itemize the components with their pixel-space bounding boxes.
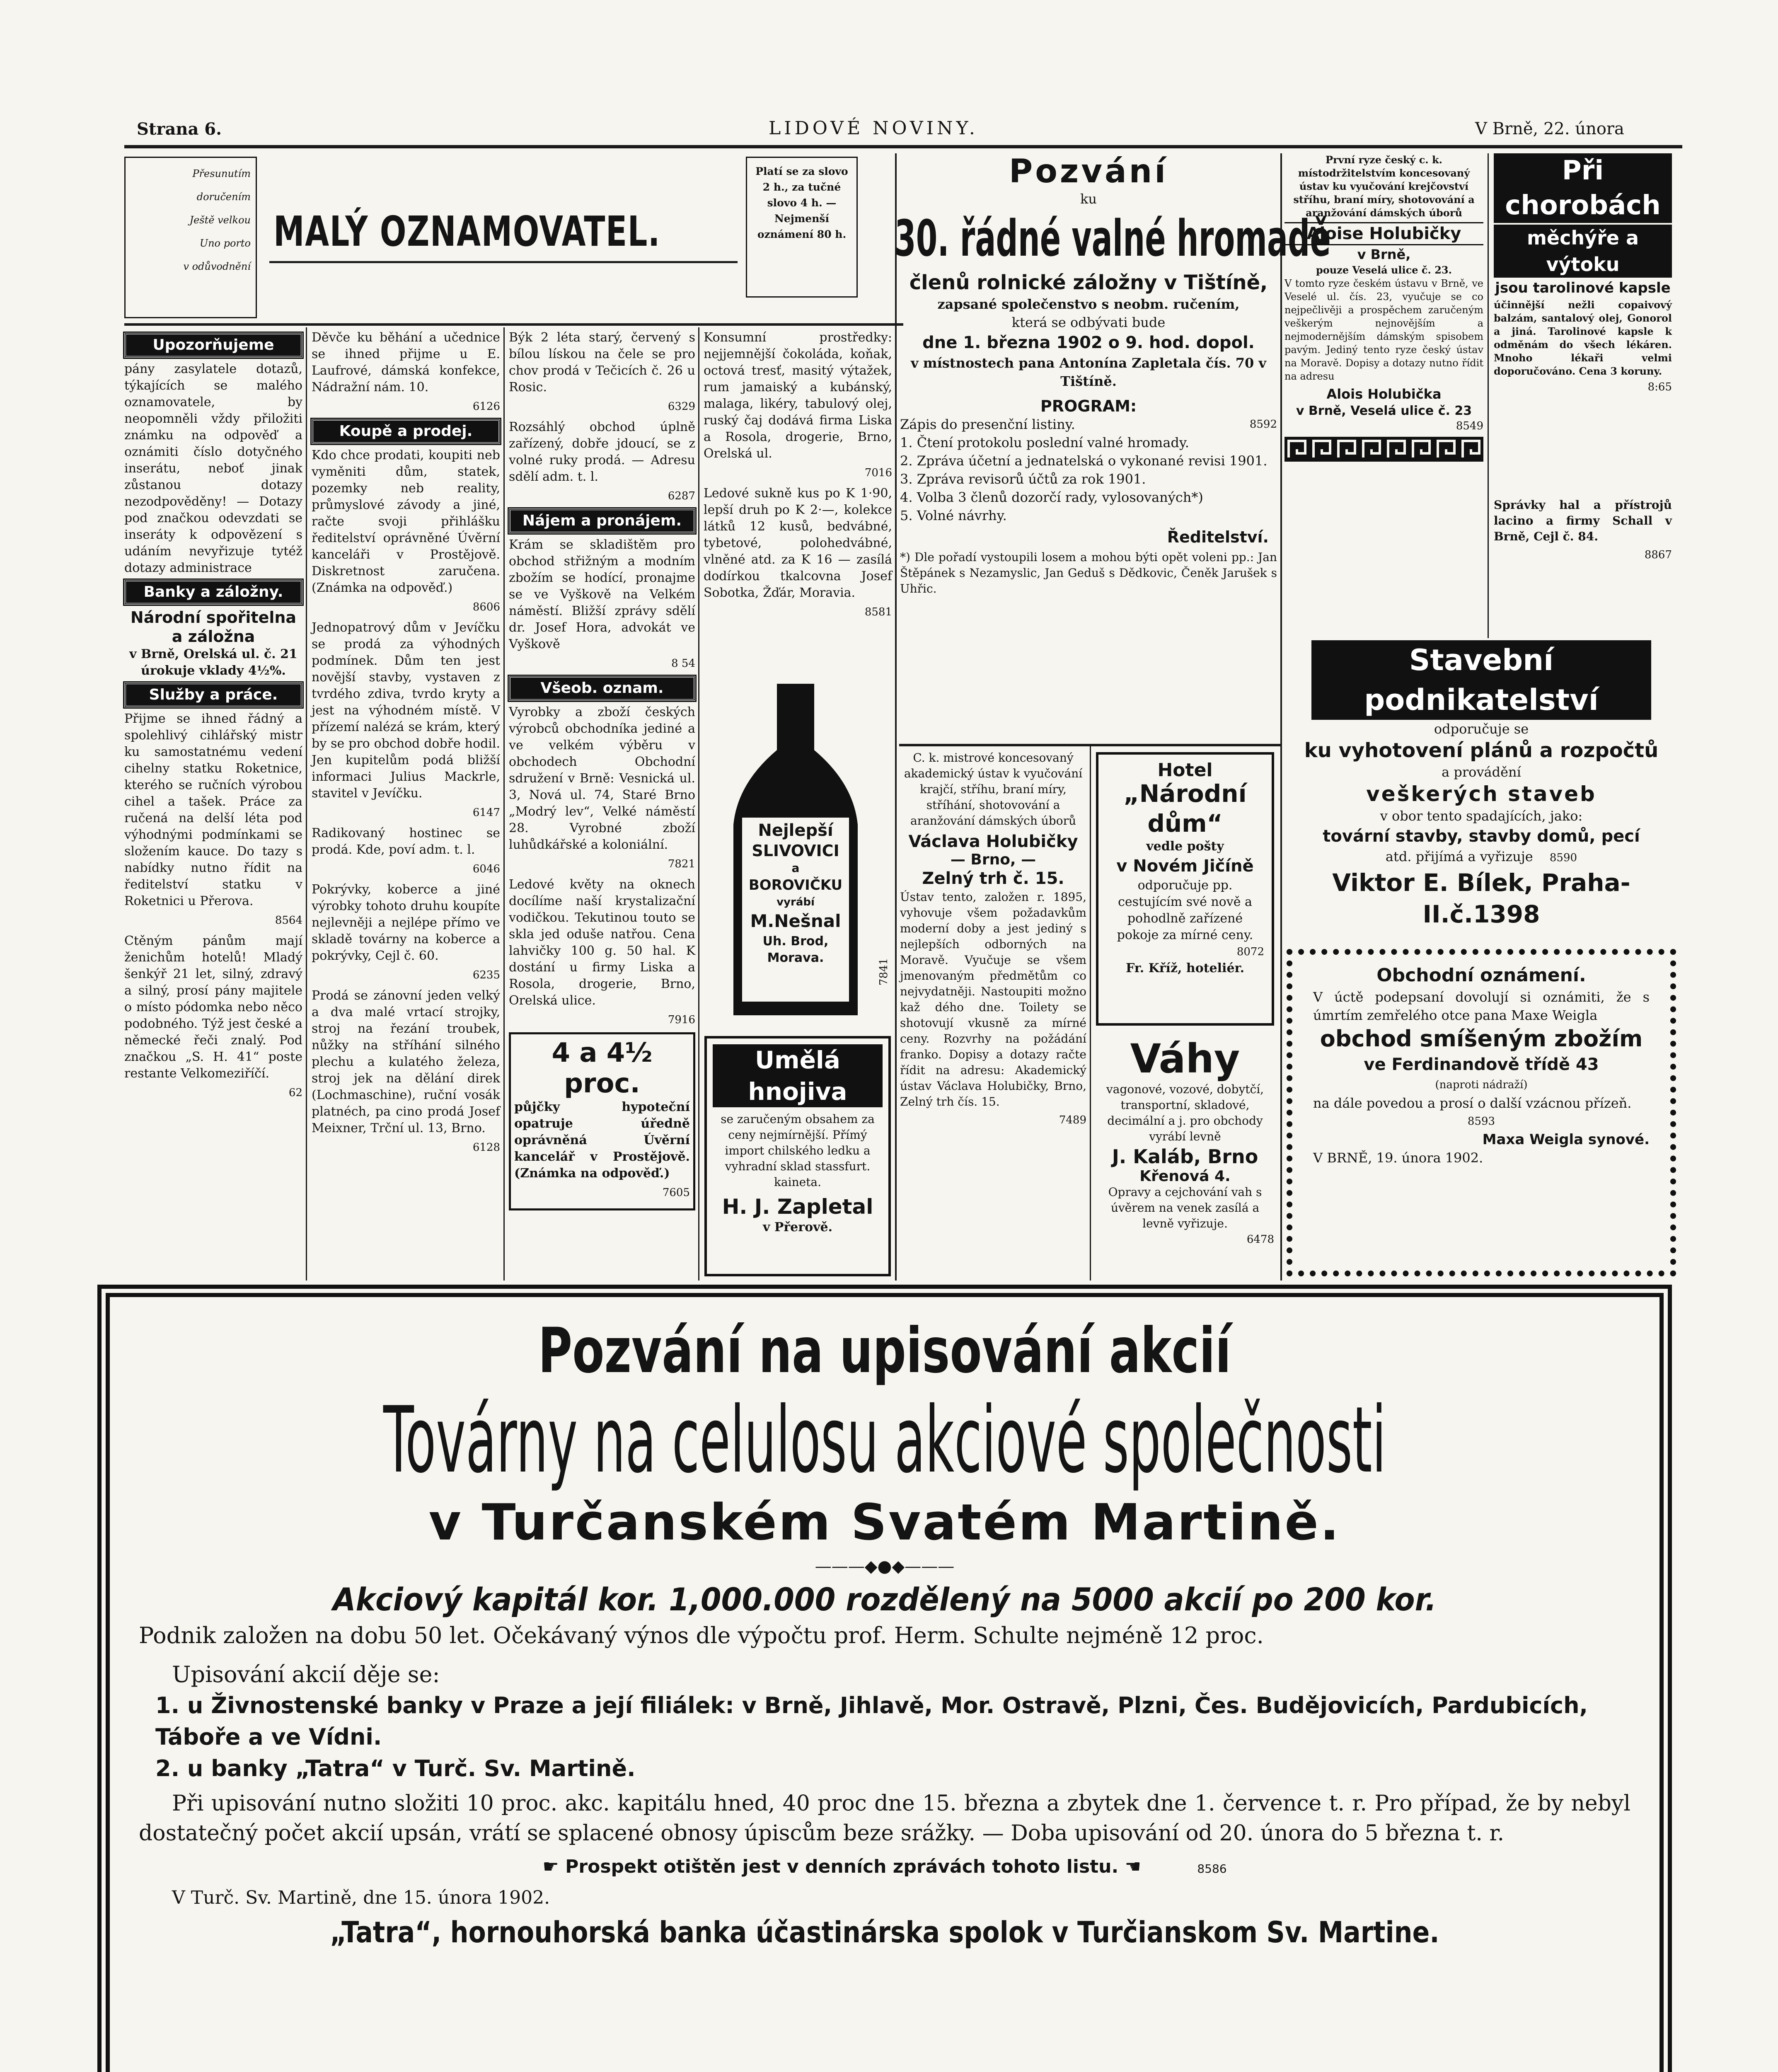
hotel-ad <box>1096 752 1274 1026</box>
classified-ad: pány zasylatele dotazů, týkajících se malého oznamovatele, by neopomněli vždy přiložiti známku na odpověď a oznámiti číslo dotyčného inserátu, neboť jinak zůstanou dotazy nezodpověděny! — Dotazy pod značkou odevzdati se inseráty k odpovězení s udáním nevyřizuje tytéž dotazy administrace <box>124 362 302 575</box>
ad-number: 8867 <box>1644 549 1672 561</box>
holubicka-right-ad <box>1285 153 1483 584</box>
tarolin-title2: měchýře a výtoku <box>1494 225 1672 278</box>
column-1 <box>124 329 302 1278</box>
price-note-box <box>746 157 858 298</box>
scales-ad <box>1096 1036 1274 1276</box>
construction-line: tovární stavby, stavby domů, pecí <box>1323 827 1640 846</box>
ad-number: 8593 <box>1467 1115 1495 1128</box>
ad-number: 8 54 <box>671 657 695 670</box>
holubicka-right-name: Aloise Holubičky <box>1285 222 1483 245</box>
column-divider <box>1090 746 1091 1280</box>
loan-ad-title: 4 a 4½ proc. <box>552 1038 653 1099</box>
share-subscription-ad <box>97 1285 1672 2072</box>
holubicka-text: C. k. mistrové koncesovaný akademický ústav k vyučování krajčí, stříhu, braní míry, stříhání, shotovování a aranžování dámských úborů <box>904 751 1083 828</box>
ad-number: 8549 <box>1456 420 1483 432</box>
ad-date: V Turč. Sv. Martině, dne 15. února 1902. <box>172 1887 550 1908</box>
loan-ad-box <box>509 1032 695 1210</box>
category-header: Všeob. oznam. <box>509 676 695 701</box>
ad-number: 8586 <box>1197 1862 1227 1876</box>
hotel-vedle: vedle pošty <box>1146 839 1224 854</box>
bottle-label: vyrábí <box>777 896 815 908</box>
side-note: Ještě velkou <box>189 214 251 226</box>
construction-ad <box>1287 640 1676 947</box>
column-2 <box>312 329 500 1278</box>
hotel-place: v Novém Jičíně <box>1116 857 1254 876</box>
ad-number: 7489 <box>1059 1114 1086 1126</box>
bank-title: Národní spořitelna a záložna <box>130 608 297 646</box>
repair-ad <box>1494 497 1672 634</box>
ad-text: V tomto ryze českém ústavu v Brně, ve Veselé ul. čís. 23, vyučuje se co nejpečlivěji a prospěchem zaručeným veškerým nejnovějším a nejmodernějším dámským spisobem pavým. Jediný tento ryze český ústav na Moravě. Dopisy a dotazy nutno řídit na adresu <box>1285 278 1483 382</box>
program-item: Zápis do presenční listiny. 8592 <box>900 415 1277 433</box>
bottle-label: Nejlepší <box>758 821 833 840</box>
header-rule <box>124 145 1682 148</box>
notice-shop: obchod smíšeným zbožím <box>1320 1026 1643 1052</box>
bank-text: v Brně, Orelská ul. č. 21 úrokuje vklady 4½%. <box>129 647 298 678</box>
classified-ad: Vyrobky a zboží českých výrobců obchodníka jediné a ve velkém výběru v obchodech Obchodní sdružení v Brně: Vesnická ul. 3, Nová ul. 74, Staré Brno „Modrý lev“, Velké náměstí 28. Vyrobné zboží luhůdkářské a koloniální. <box>509 705 695 852</box>
invitation-sign: Ředitelství. <box>1167 528 1269 546</box>
invitation-sub3: která se odbývati bude <box>1011 315 1166 330</box>
fertilizer-name: H. J. Zapletal <box>722 1195 873 1219</box>
bottle-label: BOROVIČKU <box>748 877 843 893</box>
scales-addr: Křenová 4. <box>1139 1168 1231 1185</box>
ad-line2: Továrny na celulosu akciové společnosti <box>383 1387 1386 1493</box>
column-3 <box>509 329 695 1278</box>
tistin-invitation <box>894 153 1331 742</box>
side-note: Přesunutím <box>192 168 251 179</box>
bottle-label: Morava. <box>767 951 824 965</box>
ad-line3: v Turčanském Svatém Martině. <box>428 1494 1341 1552</box>
holubicka-right-city: v Brně, <box>1357 247 1411 262</box>
holubicka-name: Václava Holubičky <box>908 832 1078 851</box>
holubicka-ad <box>900 750 1086 1276</box>
ad-number: 8564 <box>275 914 302 927</box>
construction-line: odporučuje se <box>1434 721 1529 737</box>
tarolin-sub: jsou tarolinové kapsle <box>1495 280 1671 296</box>
construction-line: v obor tento spadajících, jako: <box>1380 808 1583 824</box>
holubicka-right-sign2: v Brně, Veselá ulice č. 23 <box>1296 404 1472 418</box>
holubicka-place: — Brno, — <box>950 851 1036 868</box>
ad-number: 6126 <box>472 400 500 413</box>
classified-ad: Ledové sukně kus po K 1·90, lepší druh po K 2·—, kolekce látků 12 kusů, bedvábné, tybetové, polohedvábné, vlněné atd. za K 16 — zasílá dodírkou tkalcovna Josef Sobotka, Žďár, Moravia. <box>704 486 892 600</box>
scales-text: vagonové, vozové, dobytčí, transportní, skladové, decimální a j. pro obchody vyrábí levně <box>1106 1082 1264 1143</box>
fertilizer-text: se zaručeným obsahem za ceny nejmírnější. Přímý import chilského ledku a vyhradní sklad stassfurt. kaineta. <box>721 1112 875 1189</box>
classified-ad: Kdo chce prodati, koupiti neb vyměniti dům, statek, pozemky neb reality, průmyslové závody a jiné, račte svoji přihlášku ředitelství oprávněné Úvěrní kanceláři v Prostějově. Diskretnost zaručena. (Známka na odpověď.) <box>312 448 500 595</box>
bottle-label: M.Nešnal <box>750 911 841 931</box>
page-number: Strana 6. <box>137 119 222 139</box>
classified-ad: Děvče ku běhání a učednice se ihned přijme u E. Laufrové, dámská konfekce, Nádražní nám. 10. <box>312 330 500 395</box>
fertilizer-ad <box>704 1036 891 1276</box>
ad-number: 6329 <box>668 400 695 413</box>
construction-title: Stavební podnikatelství <box>1311 640 1651 720</box>
ad-number: 6478 <box>1246 1233 1274 1246</box>
ad-list-item: 1. u Živnostenské banky v Praze a její filiálek: v Brně, Jihlavě, Mor. Ostravě, Plzni, Čes. Budějovicích, Pardubicích, Táboře a ve Vídni. <box>155 1692 1588 1750</box>
ad-number: 7916 <box>668 1014 695 1026</box>
side-note: v odůvodnění <box>183 261 251 272</box>
title-underline <box>269 261 738 263</box>
ad-text: První ryze český c. k. místodržitelstvím koncesovaný ústav ku vyučování krejčovství stříhu, braní míry, shotovování a aranžování dámských úborů <box>1293 154 1475 219</box>
holubicka-right-addr: pouze Veselá ulice č. 23. <box>1316 264 1452 276</box>
ad-number: 8606 <box>472 601 500 613</box>
classified-ad: Krám se skladištěm pro obchod střižným a modním zbožím se hodící, pronajme se ve Vyškově na Velkém náměstí. Bližší zprávy sdělí dr. Josef Hora, advokát ve Vyškově <box>509 537 695 651</box>
repair-text: Správky hal a přístrojů lacino a firmy Schall v Brně, Cejl č. 84. <box>1494 498 1672 543</box>
newspaper-title: LIDOVÉ NOVINY. <box>769 118 978 139</box>
ad-number: 7605 <box>662 1186 690 1199</box>
classified-ad: Přijme se ihned řádný a spolehlivý cihlářský mistr ku samostatnému vedení cihelny statku Roketnice, kterého se ručních výrobou cihel a tašek. Práce za ručená na delší léta pod výhodnými podmínkami se složením kauce. Do tazy s nabídky nutno řídit na ředitelství statku v Roketnici u Přerova. <box>124 712 302 908</box>
column-divider <box>306 327 307 1280</box>
tarolin-text: účinnější nežli copaivový balzám, santalový olej, Gonorol a jiná. Tarolinové kapsle k odměnám do všech lékáren. Mnoho lékaři velmi doporučováno. Cena 3 koruny. <box>1494 299 1672 377</box>
loan-ad-text: půjčky hypoteční opatruje úředně oprávněná Úvěrní kancelář v Prostějově. (Známka na odpověď.) <box>514 1100 690 1181</box>
construction-name: Viktor E. Bílek, Praha-II.č.1398 <box>1332 869 1630 928</box>
column-divider <box>895 153 897 1280</box>
classified-ad: Radikovaný hostinec se prodá. Kde, poví adm. t. l. <box>312 826 500 857</box>
ad-title: Pozvání na upisování akcií <box>538 1315 1231 1387</box>
ad-number: 8:65 <box>1647 381 1672 393</box>
side-notes-box <box>124 157 257 318</box>
price-note: Platí se za slovo 2 h., za tučné slovo 4 h. — Nejmenší oznámení 80 h. <box>755 165 848 240</box>
tarolin-ad <box>1494 153 1672 526</box>
column-rule <box>124 323 903 326</box>
construction-line: ku vyhotovení plánů a rozpočtů <box>1304 739 1659 762</box>
column-divider <box>1280 153 1282 1280</box>
scales-text2: Opravy a cejchování vah s úvěrem na venek zasílá a levně vyřizuje. <box>1108 1185 1262 1230</box>
category-header: Nájem a pronájem. <box>509 508 695 533</box>
category-header: Služby a práce. <box>124 683 302 707</box>
holubicka-addr: Zelný trh č. 15. <box>922 869 1064 888</box>
classified-ad: Ledové květy na oknech docílíme naší krystalizační vodičkou. Tekutinou touto se skla jed oduše natřou. Cena lahvičky 100 g. 50 hal. K dostání u firmy Liska a Rosola, drogerie, Brno, Orelská ulice. <box>509 877 695 1008</box>
ad-number: 6147 <box>472 806 500 819</box>
notice-text2: na dále povedou a prosí o další vzácnou přízeň. <box>1313 1095 1632 1111</box>
invitation-title: Pozvání <box>1009 153 1168 190</box>
page-date: V Brně, 22. února <box>1475 119 1624 138</box>
column-divider <box>1488 153 1489 638</box>
program-item: 1. Čtení protokolu poslední valné hromady. <box>900 435 1189 450</box>
business-notice <box>1287 949 1676 1276</box>
ad-number: 8581 <box>864 606 892 618</box>
notice-addr: ve Ferdinandově třídě 43 <box>1364 1055 1599 1074</box>
ad-paragraph: Podnik založen na dobu 50 let. Očekávaný výnos dle výpočtu prof. Herm. Schulte nejméně 12 proc. <box>139 1622 1264 1648</box>
category-header: Koupě a prodej. <box>312 419 500 444</box>
ad-capital: Akciový kapitál kor. 1,000.000 rozdělený na 5000 akcií po 200 kor. <box>333 1581 1437 1618</box>
category-header: Banky a záložny. <box>124 580 302 605</box>
classified-ad: Býk 2 léta starý, červený s bílou lískou na čele se pro chov prodá v Tečicích č. 26 u Rosic. <box>509 330 695 395</box>
side-note: doručením <box>196 191 251 203</box>
hotel-name: „Národní dům“ <box>1123 779 1247 838</box>
ad-number: 6287 <box>668 490 695 502</box>
invitation-note: *) Dle pořadí vystoupili losem a mohou býti opět voleni pp.: Jan Štěpánek s Nezamyslic, Jan Geduš s Dědkovic, Čeněk Jarušek s Uhřic. <box>900 550 1277 595</box>
ad-number: 7821 <box>668 858 695 870</box>
meander-ornament <box>1285 437 1483 462</box>
bottle-label: Uh. Brod, <box>762 934 829 949</box>
invitation-sub: členů rolnické záložny v Tištíně, <box>909 271 1268 294</box>
fertilizer-place: v Přerově. <box>762 1220 833 1234</box>
notice-addr2: (naproti nádraží) <box>1435 1079 1528 1091</box>
bottle-label: SLIVOVICI <box>752 842 839 860</box>
program-item: 3. Zpráva revisorů účtů za rok 1901. <box>900 471 1146 487</box>
invitation-when: dne 1. března 1902 o 9. hod. dopol. <box>922 333 1255 352</box>
holubicka-right-sign: Alois Holubička <box>1326 386 1442 402</box>
classified-ad: Pokrývky, koberce a jiné výrobky tohoto druhu koupíte nejlevněji a nejlépe přímo ve skladě továrny na koberce a pokrývky, Cejl č. 60. <box>312 882 500 963</box>
invitation-ku: ku <box>1080 191 1097 207</box>
construction-line: atd. přijímá a vyřizuje 8590 <box>1385 849 1577 864</box>
construction-line: a provádění <box>1442 764 1521 780</box>
fertilizer-title: Umělá hnojiva <box>713 1044 883 1107</box>
slivovice-bottle-ad <box>704 675 890 1028</box>
ad-number: 8592 <box>1249 418 1277 431</box>
ad-number: 6046 <box>472 863 500 875</box>
scales-name: J. Kaláb, Brno <box>1112 1145 1258 1168</box>
side-note: Uno porto <box>199 237 251 249</box>
category-header: Upozorňujeme <box>124 333 302 358</box>
construction-line: veškerých staveb <box>1366 782 1597 806</box>
ad-list-item: 2. u banky „Tatra“ v Turč. Sv. Martině. <box>155 1755 636 1782</box>
ad-number: 7016 <box>864 467 892 479</box>
classified-ad: Ctěným pánům mají ženichům hotelů! Mladý šenkýř 21 let, silný, zdravý a silný, prosí pány majitele o místo pódomka nebo něco podobného. Týž jest české a německé řeči znalý. Pod značkou „S. H. 41“ poste restante Velkomeziříčí. <box>124 934 302 1081</box>
invitation-big: 30. řádné valné hromadě <box>894 210 1331 268</box>
scales-title: Váhy <box>1130 1036 1240 1082</box>
program-title: PROGRAM: <box>1040 397 1137 415</box>
notice-title: Obchodní oznámení. <box>1376 965 1586 986</box>
ornament-divider: ———◆●◆——— <box>815 1557 955 1576</box>
program-item: 2. Zpráva účetní a jednatelská o vykonané revisi 1901. <box>900 453 1268 469</box>
ad-prospekt: ☛ Prospekt otištěn jest v denních zprávách tohoto listu. ☚ 8586 <box>542 1856 1227 1877</box>
program-item: 5. Volné návrhy. <box>900 508 1007 523</box>
column-divider <box>503 327 505 1280</box>
ad-tatra: „Tatra“, hornouhorská banka účastinárska spolok v Turčianskom Sv. Martine. <box>330 1915 1439 1949</box>
ad-paragraph: Při upisování nutno složiti 10 proc. akc. kapitálu hned, 40 proc dne 15. března a zbytek dne 1. července t. r. Pro případ, že by nebyl dostatečný počet akcií upsán, vrátí se splacené obnosy úpiscům beze srážky. — Doba upisování od 20. února do 5 března t. r. <box>139 1791 1630 1846</box>
ad-number: 6235 <box>472 969 500 981</box>
notice-text: V úctě podepsaní dovolují si oznámiti, že s úmrtím zemřelého otce pana Maxe Weigla <box>1313 989 1650 1023</box>
hotel-text: odporučuje pp. cestujícím své nově a pohodlně zařízené pokoje za mírné ceny. <box>1117 878 1253 942</box>
invitation-sub2: zapsané společenstvo s neobm. ručením, <box>937 296 1240 312</box>
notice-sign: Maxa Weigla synové. <box>1482 1131 1650 1148</box>
classified-ad: Jednopatrový dům v Jevíčku se prodá za výhodných podmínek. Dům ten jest novější stavby, vystaven z tvrdého zdiva, tvrdo kryty a jest na výhodném místě. V přízemí nalézá se krám, který by se pro obchod dobře hodil. Jen kupitelům podá bližší informaci Julius Mackrle, stavitel v Jevíčku. <box>312 620 500 801</box>
ad-number: 8590 <box>1549 852 1577 864</box>
notice-date: V BRNĚ, 19. února 1902. <box>1313 1150 1483 1166</box>
bottle-label: a <box>791 861 800 875</box>
ad-paragraph: Upisování akcií děje se: <box>172 1661 440 1687</box>
tarolin-title: Při chorobách <box>1494 153 1672 223</box>
holubicka-text2: Ústav tento, založen r. 1895, vyhovuje všem požadavkům moderní doby a jest jediný s nejlepších odborných na Moravě. Vyučuje se všem jmenovaným předmětům co nejvydatněji. Nastoupiti možno kaž dého dne. Toilety se shotovují vkusně za mírné ceny. Rozvrhy na požádání franko. Dopisy a dotazy račte řídit na adresu: Akademický ústav Václava Holubičky, Brno, Zelný trh čís. 15. <box>900 890 1086 1109</box>
column-divider <box>698 327 699 1280</box>
ad-number: 8072 <box>1236 946 1264 958</box>
invitation-where: v místnostech pana Antonína Zapletala čís. 70 v Tištíně. <box>911 355 1266 389</box>
classified-ad: Rozsáhlý obchod úplně zařízený, dobře jdoucí, se z volné ruky prodá. — Adresu sdělí adm. t. l. <box>509 420 695 484</box>
classified-ad: Prodá se zánovní jeden velký a dva malé vrtací strojky, stroj na řezání troubek, nůžky na stříhání silného plechu a kulatého železa, stroj jek na dělání direk (Lochmaschine), ruční vosák platnéch, pa cino prodá Josef Meixner, Trční ul. 13, Brno. <box>312 988 500 1135</box>
ad-number: 62 <box>288 1087 302 1099</box>
program-item: 4. Volba 3 členů dozorčí rady, vylosovaných*) <box>900 489 1203 505</box>
maly-oznamovatel-title: MALÝ OZNAMOVATEL. <box>273 207 660 256</box>
hotel-owner: Fr. Kříž, hoteliér. <box>1125 961 1245 975</box>
hotel-title: Hotel <box>1157 760 1213 781</box>
ad-number: 7841 <box>878 958 890 986</box>
classified-ad: Konsumní prostředky: nejjemnější čokoláda, koňak, octová tresť, masitý výtažek, rum jamaiský a kubánský, malaga, likéry, tabulový olej, ruský čaj dodává firma Liska a Rosola, drogerie, Brno, Orelská ul. <box>704 330 892 461</box>
ad-number: 6128 <box>472 1141 500 1154</box>
